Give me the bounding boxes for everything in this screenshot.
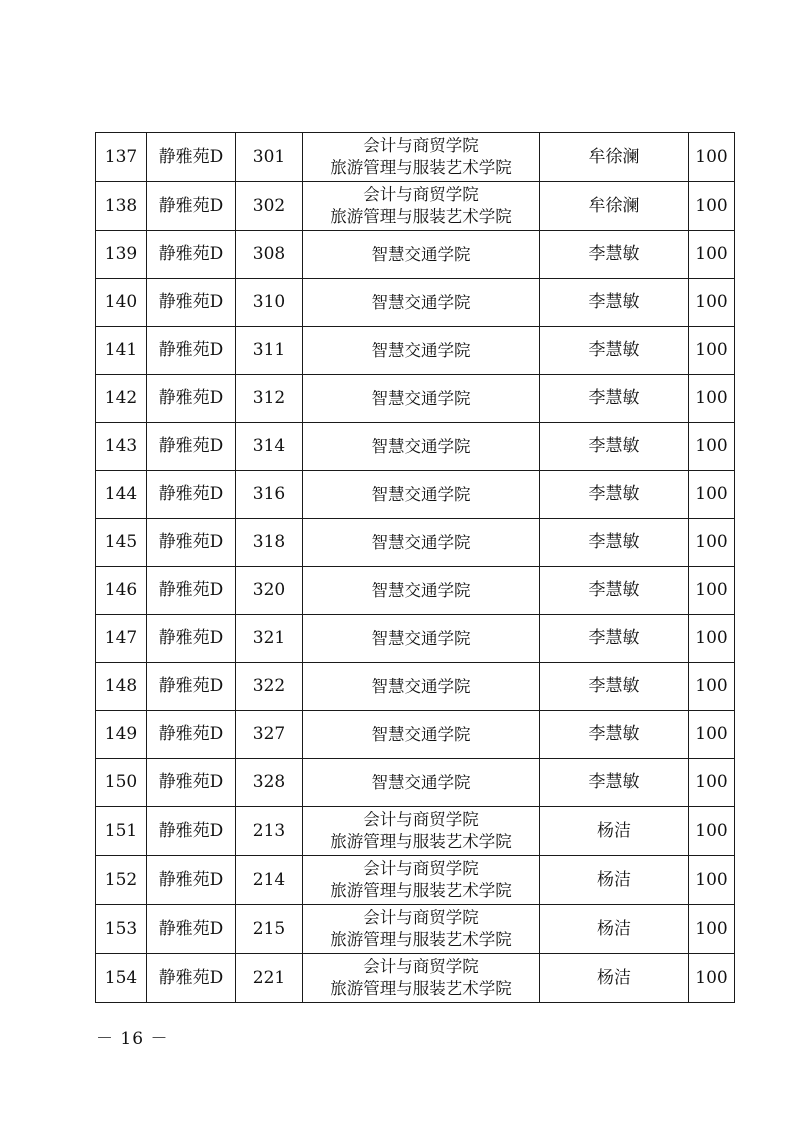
room-cell: 322 <box>236 663 303 711</box>
room-cell: 328 <box>236 759 303 807</box>
table-row <box>96 327 735 375</box>
row-number-cell: 149 <box>96 711 147 759</box>
college-name: 旅游管理与服装艺术学院 <box>330 832 512 851</box>
room-cell: 314 <box>236 423 303 471</box>
building-cell: 静雅苑D <box>147 615 236 663</box>
college-cell <box>303 182 540 231</box>
score-cell: 100 <box>689 423 735 471</box>
table-row <box>96 567 735 615</box>
row-number-cell: 142 <box>96 375 147 423</box>
table-row <box>96 807 735 856</box>
room-cell: 302 <box>236 182 303 231</box>
college-name: 会计与商贸学院 <box>363 185 479 204</box>
room-cell: 221 <box>236 954 303 1003</box>
college-cell <box>303 471 540 519</box>
room-cell: 316 <box>236 471 303 519</box>
room-cell: 215 <box>236 905 303 954</box>
college-name: 会计与商贸学院 <box>363 859 479 878</box>
row-number-cell: 144 <box>96 471 147 519</box>
college-cell <box>303 423 540 471</box>
college-name: 会计与商贸学院 <box>363 136 479 155</box>
building-cell: 静雅苑D <box>147 375 236 423</box>
table-row <box>96 954 735 1003</box>
row-number-cell: 152 <box>96 856 147 905</box>
college-cell <box>303 519 540 567</box>
college-name: 智慧交通学院 <box>371 340 471 360</box>
score-cell: 100 <box>689 567 735 615</box>
college-name: 智慧交通学院 <box>371 532 471 552</box>
table-row <box>96 423 735 471</box>
college-name: 智慧交通学院 <box>371 628 471 648</box>
score-cell: 100 <box>689 807 735 856</box>
row-number-cell: 139 <box>96 231 147 279</box>
table-row <box>96 471 735 519</box>
college-cell <box>303 231 540 279</box>
person-cell: 杨洁 <box>540 954 689 1003</box>
row-number-cell: 150 <box>96 759 147 807</box>
college-name: 会计与商贸学院 <box>363 957 479 976</box>
table-row <box>96 905 735 954</box>
room-cell: 308 <box>236 231 303 279</box>
room-cell: 321 <box>236 615 303 663</box>
row-number-cell: 154 <box>96 954 147 1003</box>
table-row <box>96 711 735 759</box>
score-cell: 100 <box>689 905 735 954</box>
room-cell: 320 <box>236 567 303 615</box>
room-cell: 213 <box>236 807 303 856</box>
score-cell: 100 <box>689 133 735 182</box>
building-cell: 静雅苑D <box>147 423 236 471</box>
score-cell: 100 <box>689 663 735 711</box>
person-cell: 李慧敏 <box>540 759 689 807</box>
person-cell: 李慧敏 <box>540 663 689 711</box>
building-cell: 静雅苑D <box>147 567 236 615</box>
college-name: 旅游管理与服装艺术学院 <box>330 979 512 998</box>
row-number-cell: 141 <box>96 327 147 375</box>
college-name: 智慧交通学院 <box>371 724 471 744</box>
college-cell <box>303 567 540 615</box>
score-cell: 100 <box>689 711 735 759</box>
score-cell: 100 <box>689 615 735 663</box>
score-cell: 100 <box>689 471 735 519</box>
table-row <box>96 375 735 423</box>
building-cell: 静雅苑D <box>147 807 236 856</box>
row-number-cell: 137 <box>96 133 147 182</box>
room-cell: 327 <box>236 711 303 759</box>
score-cell: 100 <box>689 759 735 807</box>
room-cell: 214 <box>236 856 303 905</box>
person-cell: 李慧敏 <box>540 615 689 663</box>
college-name: 智慧交通学院 <box>371 772 471 792</box>
score-cell: 100 <box>689 279 735 327</box>
building-cell: 静雅苑D <box>147 133 236 182</box>
college-name: 旅游管理与服装艺术学院 <box>330 881 512 900</box>
person-cell: 李慧敏 <box>540 711 689 759</box>
person-cell: 牟徐澜 <box>540 182 689 231</box>
room-cell: 310 <box>236 279 303 327</box>
dormitory-score-table <box>95 132 735 1003</box>
person-cell: 李慧敏 <box>540 279 689 327</box>
person-cell: 牟徐澜 <box>540 133 689 182</box>
college-cell <box>303 133 540 182</box>
row-number-cell: 151 <box>96 807 147 856</box>
page-number: － 16 － <box>96 1029 169 1049</box>
college-name: 旅游管理与服装艺术学院 <box>330 930 512 949</box>
score-cell: 100 <box>689 856 735 905</box>
person-cell: 李慧敏 <box>540 519 689 567</box>
table-row <box>96 759 735 807</box>
score-cell: 100 <box>689 375 735 423</box>
college-name: 会计与商贸学院 <box>363 810 479 829</box>
table-row <box>96 279 735 327</box>
building-cell: 静雅苑D <box>147 471 236 519</box>
college-name: 智慧交通学院 <box>371 676 471 696</box>
row-number-cell: 146 <box>96 567 147 615</box>
room-cell: 311 <box>236 327 303 375</box>
score-cell: 100 <box>689 231 735 279</box>
college-cell <box>303 663 540 711</box>
row-number-cell: 148 <box>96 663 147 711</box>
row-number-cell: 138 <box>96 182 147 231</box>
building-cell: 静雅苑D <box>147 182 236 231</box>
college-cell <box>303 375 540 423</box>
score-cell: 100 <box>689 327 735 375</box>
person-cell: 李慧敏 <box>540 375 689 423</box>
building-cell: 静雅苑D <box>147 231 236 279</box>
table-body <box>96 133 735 1003</box>
person-cell: 杨洁 <box>540 905 689 954</box>
college-cell <box>303 954 540 1003</box>
row-number-cell: 143 <box>96 423 147 471</box>
person-cell: 李慧敏 <box>540 231 689 279</box>
building-cell: 静雅苑D <box>147 519 236 567</box>
table-row <box>96 182 735 231</box>
score-cell: 100 <box>689 182 735 231</box>
college-name: 智慧交通学院 <box>371 580 471 600</box>
person-cell: 杨洁 <box>540 807 689 856</box>
person-cell: 李慧敏 <box>540 423 689 471</box>
person-cell: 李慧敏 <box>540 327 689 375</box>
college-name: 智慧交通学院 <box>371 244 471 264</box>
person-cell: 李慧敏 <box>540 471 689 519</box>
building-cell: 静雅苑D <box>147 327 236 375</box>
building-cell: 静雅苑D <box>147 663 236 711</box>
building-cell: 静雅苑D <box>147 905 236 954</box>
table-row <box>96 856 735 905</box>
building-cell: 静雅苑D <box>147 856 236 905</box>
college-name: 旅游管理与服装艺术学院 <box>330 158 512 177</box>
college-cell <box>303 279 540 327</box>
row-number-cell: 140 <box>96 279 147 327</box>
table-row <box>96 231 735 279</box>
college-cell <box>303 615 540 663</box>
college-cell <box>303 905 540 954</box>
college-cell <box>303 711 540 759</box>
building-cell: 静雅苑D <box>147 711 236 759</box>
row-number-cell: 147 <box>96 615 147 663</box>
row-number-cell: 153 <box>96 905 147 954</box>
table-row <box>96 133 735 182</box>
person-cell: 杨洁 <box>540 856 689 905</box>
college-cell <box>303 856 540 905</box>
table-row <box>96 615 735 663</box>
room-cell: 318 <box>236 519 303 567</box>
college-cell <box>303 327 540 375</box>
table-row <box>96 663 735 711</box>
college-name: 智慧交通学院 <box>371 292 471 312</box>
college-name: 智慧交通学院 <box>371 484 471 504</box>
score-cell: 100 <box>689 519 735 567</box>
college-name: 会计与商贸学院 <box>363 908 479 927</box>
college-cell <box>303 759 540 807</box>
building-cell: 静雅苑D <box>147 279 236 327</box>
room-cell: 312 <box>236 375 303 423</box>
table-row <box>96 519 735 567</box>
college-name: 旅游管理与服装艺术学院 <box>330 207 512 226</box>
building-cell: 静雅苑D <box>147 759 236 807</box>
building-cell: 静雅苑D <box>147 954 236 1003</box>
room-cell: 301 <box>236 133 303 182</box>
row-number-cell: 145 <box>96 519 147 567</box>
score-cell: 100 <box>689 954 735 1003</box>
person-cell: 李慧敏 <box>540 567 689 615</box>
college-name: 智慧交通学院 <box>371 436 471 456</box>
college-cell <box>303 807 540 856</box>
college-name: 智慧交通学院 <box>371 388 471 408</box>
